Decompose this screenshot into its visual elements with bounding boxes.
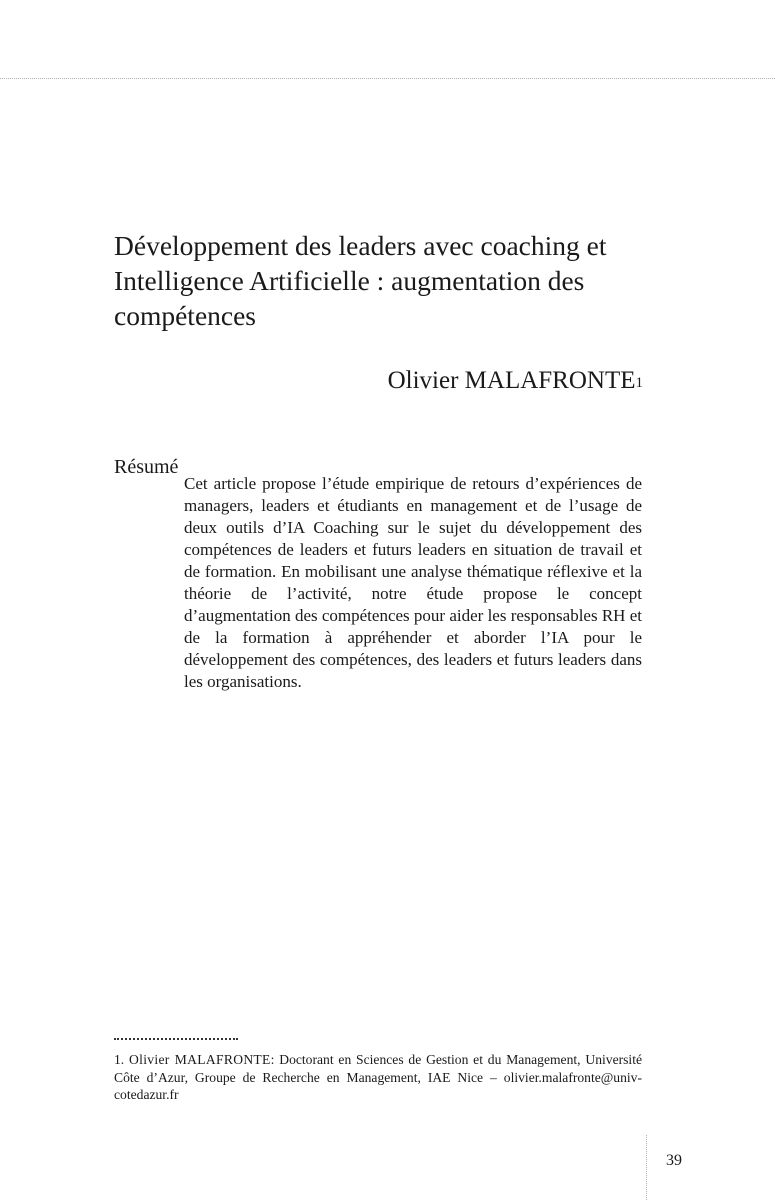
abstract-text: Cet article propose l’étude empirique de retours d’expériences de managers, leaders et étudiants en management et de l’usage de deux outils d’IA Coaching sur le sujet du développement des compétences de leaders et futurs leaders en situation de travail et de formation. En mobilisant une analyse thématique réflexive et la théorie de l’activité, notre étude propose le concept d’augmentation des compétences pour aider les responsables RH et de la formation à appréhender et aborder l’IA pour le développement des compétences, des leaders et futurs leaders dans les organisations.	[184, 474, 642, 691]
header-dotted-rule	[0, 78, 775, 79]
footnote-author-name: Olivier MALAFRONTE	[129, 1052, 271, 1067]
article-title: Développement des leaders avec coaching et Intelligence Artificielle : augmentation des compétences	[114, 230, 607, 331]
page-number: 39	[666, 1152, 682, 1169]
footnote-marker: 1.	[114, 1052, 125, 1067]
footnote-separator	[114, 1038, 238, 1040]
author-footnote-marker[interactable]: 1	[635, 375, 643, 391]
page-number-rule	[646, 1135, 647, 1200]
footnote-text: : Doctorant en Sciences de Gestion et du Management, Université Côte d’Azur, Groupe de Recherche en Management, IAE Nice – olivier.malafronte@univ-cotedazur.fr	[114, 1052, 643, 1102]
abstract-heading: Résumé	[114, 456, 179, 478]
author-line	[388, 365, 643, 397]
author-name: Olivier MALAFRONTE	[387, 367, 636, 394]
footnote	[114, 1051, 642, 1104]
